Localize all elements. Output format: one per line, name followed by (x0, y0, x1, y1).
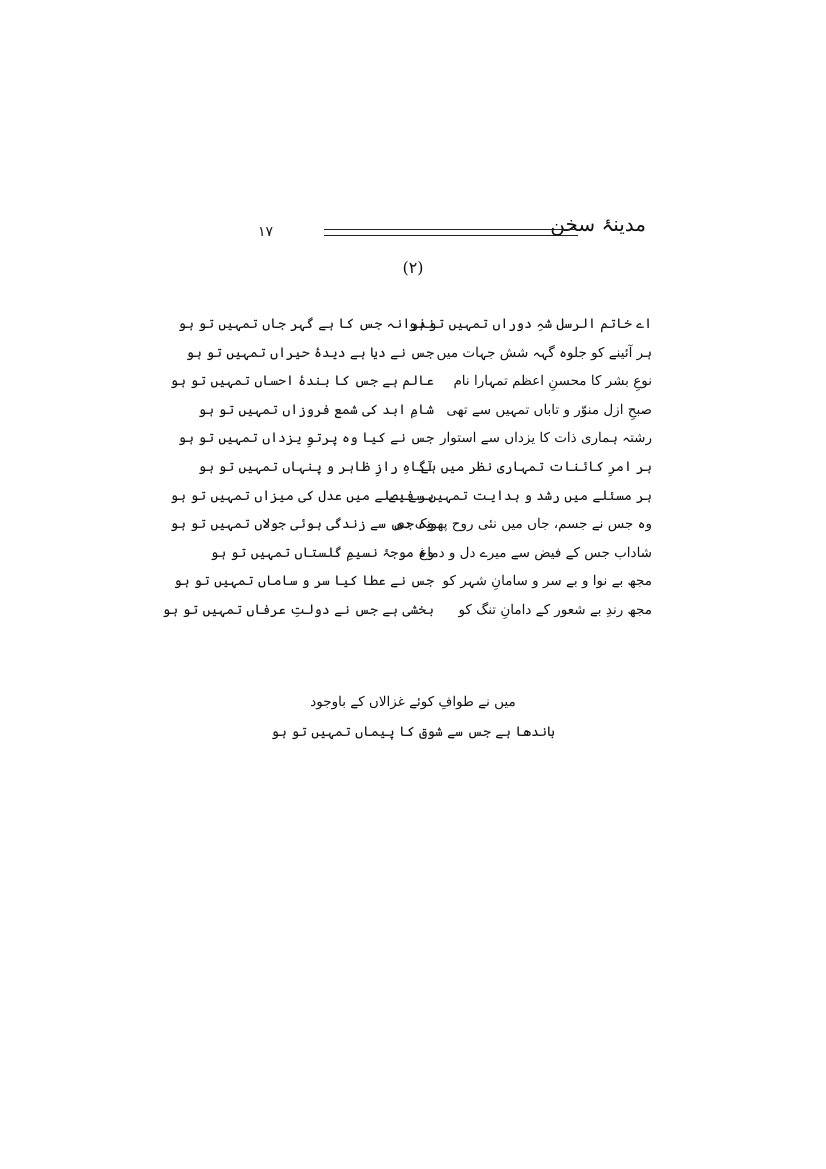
poem-number: (۲) (402, 258, 424, 277)
header-rule-top (324, 229, 578, 230)
verse-first-line: صبحِ ازل منوّر و تاباں تمہیں سے تھی (446, 401, 652, 418)
verse-first-line: شاداب جس کے فیض سے میرے دل و دماغ (419, 544, 652, 561)
verse-second-line: نذرانہ جس کا ہے گہر جاں تمہیں تو ہو (178, 316, 434, 332)
verse-second-line: آگاہِ رازِ ظاہر و پنہاں تمہیں تو ہو (198, 458, 434, 475)
final-couplet-line: میں نے طوافِ کوئے غزالاں کے باوجود (310, 694, 516, 710)
verse-second-line: عالم ہے جس کا بندۂ احساں تمہیں تو ہو (170, 373, 434, 390)
verse-second-line: شامِ ابد کی شمع فروزاں تمہیں تو ہو (198, 401, 434, 418)
poem-verses (162, 316, 652, 631)
verse-row (162, 601, 652, 631)
verse-row (170, 516, 652, 545)
verse-second-line: وہ جس سے زندگی ہوئی جولاں تمہیں تو ہو (170, 516, 434, 533)
verse-first-line: مجھ رندِ بے شعور کے دامانِ تنگ کو (458, 601, 652, 618)
verse-first-line: نوعِ بشر کا محسنِ اعظم تمہارا نام (453, 373, 652, 390)
verse-first-line: رشتہ ہماری ذات کا یزداں سے استوار (440, 430, 652, 447)
verse-row (173, 573, 652, 602)
verse-second-line: وہ موجۂ نسیمِ گلستاں تمہیں تو ہو (210, 544, 434, 561)
page-number: ۱۷ (258, 224, 274, 240)
header-rule-bottom (324, 235, 578, 236)
book-title: مدینۂ سخن (550, 212, 646, 236)
verse-row (210, 544, 652, 574)
verse-first-line: ہر امرِ کائنات تمہاری نظر میں ہے (420, 458, 652, 475)
verse-row (170, 487, 652, 517)
verse-row (178, 430, 652, 459)
verse-row (170, 373, 652, 402)
final-couplet (0, 694, 826, 754)
page-header (238, 212, 658, 252)
verse-first-line: اے خاتم الرسل شہِ دوراں تمہیں تو ہو (408, 316, 652, 332)
final-couplet-line: باندھا ہے جس سے شوق کا پیماں تمہیں تو ہو (271, 724, 555, 740)
verse-second-line: بخشی ہے جس نے دولتِ عرفاں تمہیں تو ہو (162, 601, 434, 618)
verse-row (186, 344, 652, 374)
verse-row (198, 401, 652, 431)
verse-second-line: جس نے دیا ہے دیدۂ حیراں تمہیں تو ہو (186, 344, 434, 361)
verse-second-line: جس نے کیا وہ پرتوِ یزداں تمہیں تو ہو (178, 430, 434, 447)
verse-second-line: جس نے عطا کیا سر و ساماں تمہیں تو ہو (173, 573, 434, 590)
verse-first-line: ہر آئینے کو جلوہ گہہ شش جہات میں (436, 344, 652, 361)
verse-first-line: ہر مسئلے میں رشد و ہدایت تمہیں سے ہے (388, 487, 652, 504)
verse-first-line: مجھ بے نوا و بے سر و سامانِ شہر کو (442, 573, 652, 590)
verse-row (178, 316, 652, 345)
verse-second-line: ہر فیصلے میں عدل کی میزاں تمہیں تو ہو (170, 487, 434, 504)
verse-first-line: وہ جس نے جسم، جاں میں نئی روح پھونک دی (393, 516, 652, 533)
verse-row (198, 458, 652, 488)
